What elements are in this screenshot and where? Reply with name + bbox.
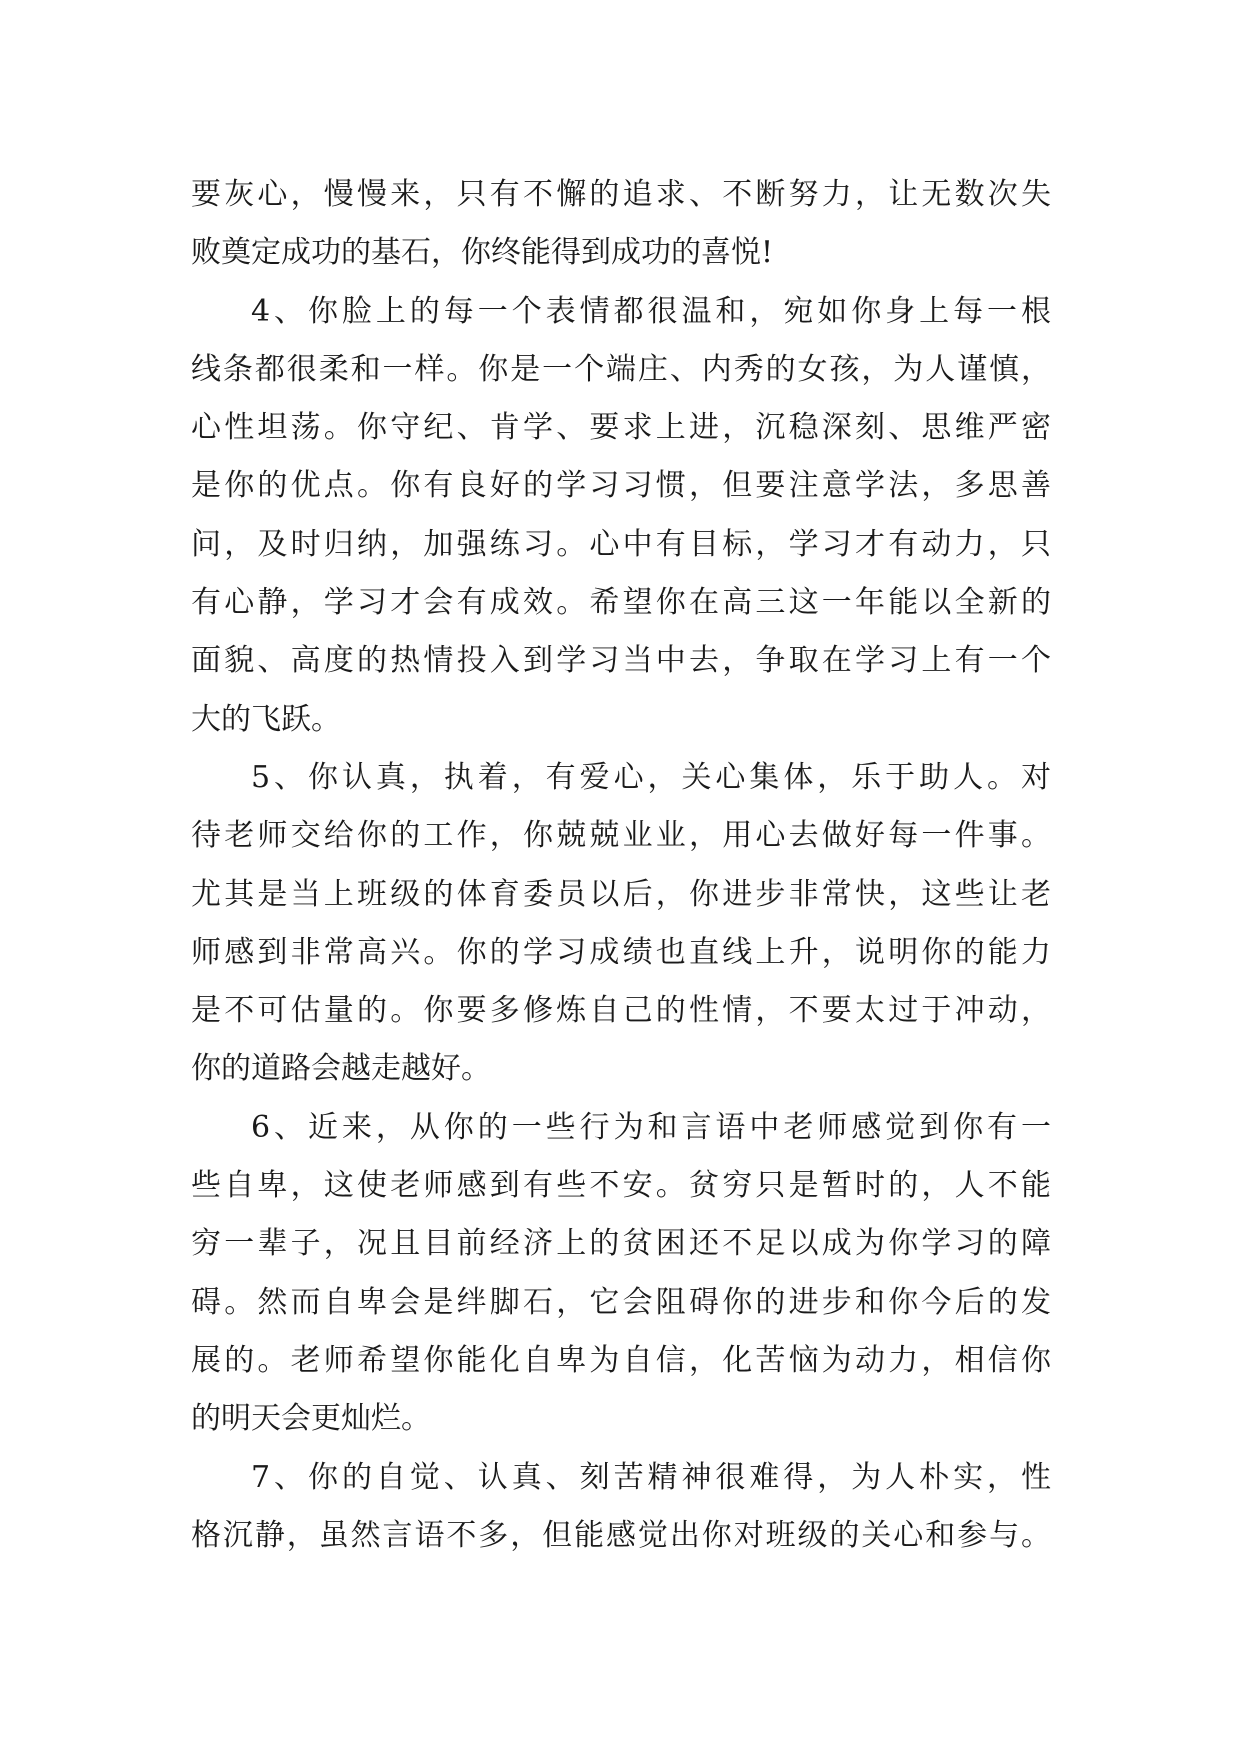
paragraph-start-line: 4、你脸上的每一个表情都很温和，宛如你身上每一根 <box>251 293 1051 329</box>
text-line: 问，及时归纳，加强练习。心中有目标，学习才有动力，只 <box>191 526 1051 562</box>
text-line: 的明天会更灿烂。 <box>191 1401 431 1437</box>
text-line: 线条都很柔和一样。你是一个端庄、内秀的女孩，为人谨慎， <box>191 351 1051 387</box>
text-line: 是你的优点。你有良好的学习习惯，但要注意学法，多思善 <box>191 468 1051 504</box>
text-line: 些自卑，这使老师感到有些不安。贫穷只是暂时的，人不能 <box>191 1168 1051 1204</box>
paragraph-start-line: 6、近来，从你的一些行为和言语中老师感觉到你有一 <box>251 1109 1051 1145</box>
text-line: 格沉静，虽然言语不多，但能感觉出你对班级的关心和参与。 <box>191 1517 1051 1553</box>
paragraph-start-line: 7、你的自觉、认真、刻苦精神很难得，为人朴实，性 <box>251 1459 1051 1495</box>
text-line: 碍。然而自卑会是绊脚石，它会阻碍你的进步和你今后的发 <box>191 1284 1051 1320</box>
text-line: 心性坦荡。你守纪、肯学、要求上进，沉稳深刻、思维严密 <box>191 410 1051 446</box>
text-line: 面貌、高度的热情投入到学习当中去，争取在学习上有一个 <box>191 643 1051 679</box>
paragraph-start-line: 5、你认真，执着，有爱心，关心集体，乐于助人。对 <box>251 759 1051 795</box>
text-line: 败奠定成功的基石，你终能得到成功的喜悦! <box>191 235 774 271</box>
text-line: 是不可估量的。你要多修炼自己的性情，不要太过于冲动， <box>191 993 1051 1029</box>
text-line: 展的。老师希望你能化自卑为自信，化苦恼为动力，相信你 <box>191 1342 1051 1378</box>
text-line: 有心静，学习才会有成效。希望你在高三这一年能以全新的 <box>191 585 1051 621</box>
text-line: 大的飞跃。 <box>191 701 341 737</box>
text-line: 要灰心，慢慢来，只有不懈的追求、不断努力，让无数次失 <box>191 177 1051 212</box>
document-body <box>191 166 1051 1565</box>
text-line: 尤其是当上班级的体育委员以后，你进步非常快，这些让老 <box>191 876 1051 912</box>
text-line: 你的道路会越走越好。 <box>191 1051 491 1087</box>
text-line: 穷一辈子，况且目前经济上的贫困还不足以成为你学习的障 <box>191 1226 1051 1262</box>
text-line: 师感到非常高兴。你的学习成绩也直线上升，说明你的能力 <box>191 934 1051 970</box>
text-line: 待老师交给你的工作，你兢兢业业，用心去做好每一件事。 <box>191 818 1051 854</box>
